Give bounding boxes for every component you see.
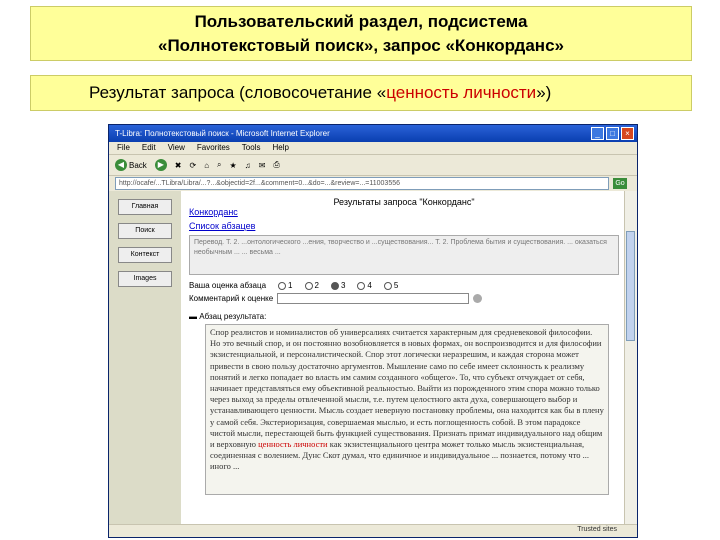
- window-titlebar: [109, 125, 637, 142]
- toolbar: [109, 155, 637, 176]
- result-heading-label: Абзац результата:: [199, 312, 267, 321]
- arrow-icon: ▬: [189, 312, 197, 321]
- rating-option-label: 2: [314, 281, 319, 290]
- sidebar-button-context[interactable]: Контекст: [118, 247, 172, 263]
- result-text: [205, 324, 609, 495]
- scrollbar-thumb[interactable]: [626, 231, 635, 341]
- status-zone: Trusted sites: [577, 526, 617, 533]
- radio-icon: [278, 282, 286, 290]
- rating-option-label: 1: [288, 281, 293, 290]
- result-panel: [189, 191, 619, 525]
- go-button[interactable]: Go: [613, 178, 627, 189]
- result-text-after: как экзистенциального центра может только мысль экзистенциальная, соединенная с волением. Дунс Скот думал, что единичное и индивидуальное ... познается, потому что ... иного ...: [210, 439, 590, 472]
- rating-row: [189, 281, 619, 290]
- minimize-icon[interactable]: _: [591, 127, 604, 140]
- maximize-icon[interactable]: □: [606, 127, 619, 140]
- radio-icon: [384, 282, 392, 290]
- paragraph-list-link[interactable]: Список абзацев: [189, 221, 256, 231]
- comment-row: [189, 293, 619, 304]
- result-text-before: Спор реалистов и номиналистов об универсалиях считается характерным для средневековой философии. Но это вечный спор, и он постоянно возобновляется в новых формах, он воспроизводится и для философии экзистенциальной, и персоналистической. Спор этот логически неразрешим, и каждая сторона может привести в свою пользу достаточно аргументов. Мышление само по себе имеет склонность к реализму понятий и легко попадает во власть им самим созданного «общего». То, что субъект отчуждает от себя, начинает представляться ему объективной реальностью. Выйти из порожденного этим спора можно только через выход за пределы отвлеченной мысли, т.е. путем целостного акта духа, совершающего выбор и устанавливающего ценности. Мысль создает неверную постановку проблемы, она находится как бы в плену у самой себя. Экстериоризация, совершаемая мыслью, и есть поглощенность собой. В этом парадоксе чистой мысли, перестающей быть функцией существования. Признать примат индивидуального над общим и верховную: [210, 327, 604, 450]
- rating-option-1[interactable]: [278, 281, 292, 290]
- home-icon[interactable]: ⌂: [204, 160, 210, 170]
- slide-title-banner: [30, 6, 692, 61]
- forward-arrow-icon[interactable]: ▶: [155, 159, 167, 171]
- menu-favorites[interactable]: Favorites: [196, 143, 230, 152]
- submit-comment-icon[interactable]: [473, 294, 482, 303]
- search-icon[interactable]: ⌕: [217, 160, 222, 169]
- concordance-link[interactable]: Конкорданс: [189, 207, 238, 217]
- address-bar: [109, 176, 637, 192]
- subtitle-prefix: Результат запроса (словосочетание «: [89, 83, 387, 102]
- status-bar: [109, 524, 637, 537]
- page-title: Результаты запроса "Конкорданс": [333, 197, 475, 207]
- refresh-icon[interactable]: ⟳: [189, 160, 197, 170]
- radio-selected-icon: [331, 282, 339, 290]
- rating-option-label: 4: [367, 281, 372, 290]
- rating-option-5[interactable]: [384, 281, 398, 290]
- radio-icon: [305, 282, 313, 290]
- browser-window: [108, 124, 638, 538]
- rating-label: Ваша оценка абзаца: [189, 281, 267, 290]
- menu-view[interactable]: View: [167, 143, 185, 152]
- menu-help[interactable]: Help: [272, 143, 289, 152]
- menu-file[interactable]: File: [117, 143, 130, 152]
- sidebar: [109, 191, 181, 525]
- back-button[interactable]: [115, 159, 147, 171]
- rating-option-4[interactable]: [357, 281, 371, 290]
- print-icon[interactable]: ⎙: [273, 160, 280, 169]
- comment-input[interactable]: [277, 293, 469, 304]
- mail-icon[interactable]: ✉: [258, 160, 266, 170]
- radio-icon: [357, 282, 365, 290]
- menu-edit[interactable]: Edit: [141, 143, 156, 152]
- slide-subtitle-banner: [30, 75, 692, 111]
- back-label: Back: [129, 160, 147, 170]
- menu-tools[interactable]: Tools: [241, 143, 261, 152]
- close-icon[interactable]: ×: [621, 127, 634, 140]
- slide-title-line-1: Пользовательский раздел, подсистема: [194, 12, 528, 31]
- rating-option-3[interactable]: [331, 281, 345, 290]
- subtitle-suffix: »): [536, 83, 552, 102]
- paragraph-preview: Перевод. Т. 2. ...онтологического ...ения, творчество и ...существования... Т. 2. Проблема бытия и существования. ... оказаться необычным ... ... весьма ...: [189, 235, 619, 275]
- comment-label: Комментарий к оценке: [189, 294, 274, 303]
- window-title: T-Libra: Полнотекстовый поиск - Microsoft Internet Explorer: [115, 129, 330, 138]
- slide-title-line-2: «Полнотекстовый поиск», запрос «Конкорданс»: [158, 36, 564, 55]
- sidebar-button-home[interactable]: Главная: [118, 199, 172, 215]
- address-input[interactable]: http://ocafe/...TLibra/Libra/...?...&objectid=2f...&comment=0...&do=...&review=...=11003556: [115, 177, 609, 190]
- sidebar-button-search[interactable]: Поиск: [118, 223, 172, 239]
- result-heading: [189, 312, 619, 321]
- back-arrow-icon: ◀: [115, 159, 127, 171]
- sidebar-button-images[interactable]: Images: [118, 271, 172, 287]
- subtitle-highlight: ценность личности: [386, 83, 537, 102]
- page-content: [109, 191, 627, 525]
- rating-option-2[interactable]: [305, 281, 319, 290]
- vertical-scrollbar[interactable]: [624, 191, 637, 525]
- menu-bar: [109, 142, 637, 155]
- rating-option-label: 5: [393, 281, 399, 290]
- favorites-star-icon[interactable]: ★: [229, 160, 237, 170]
- rating-option-label: 3: [340, 281, 346, 290]
- media-icon[interactable]: ♫: [244, 160, 251, 170]
- stop-icon[interactable]: ✖: [174, 160, 182, 170]
- result-text-highlight: ценность личности: [258, 439, 328, 450]
